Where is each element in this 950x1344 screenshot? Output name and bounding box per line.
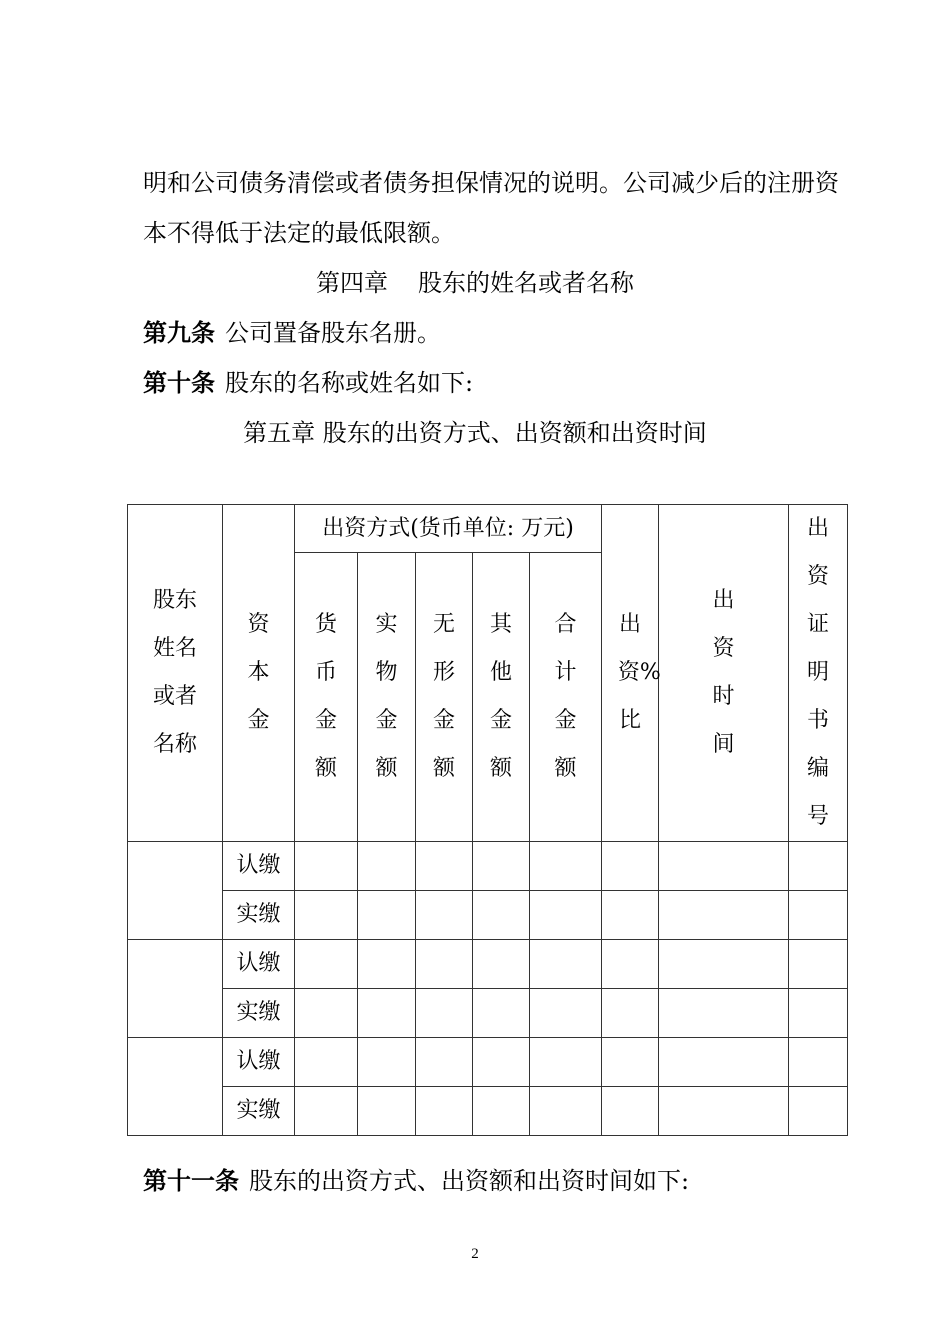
header-certificate-number: 出资证明书编号 (789, 505, 848, 842)
row-type-cell: 认缴 (223, 1038, 295, 1087)
header-currency-amount: 货币金额 (295, 553, 358, 842)
table-row (128, 989, 848, 1038)
table-row (128, 891, 848, 940)
article-9-text: 公司置备股东名册。 (225, 319, 441, 347)
row-type-cell: 实缴 (223, 1087, 295, 1136)
article-10-label: 第十条 (143, 369, 215, 397)
shareholder-name-cell[interactable] (128, 940, 223, 1038)
header-total-amount: 合计金额 (530, 553, 602, 842)
shareholder-name-cell[interactable] (128, 842, 223, 940)
header-intangible-amount: 无形金额 (416, 553, 473, 842)
table-row (128, 1038, 848, 1087)
paragraph-line-2: 本不得低于法定的最低限额。 (143, 219, 455, 247)
header-contribution-method: 出资方式(货币单位: 万元) (295, 505, 602, 553)
chapter-4-heading (0, 268, 950, 298)
row-type-cell: 认缴 (223, 940, 295, 989)
page-number: 2 (471, 1246, 479, 1262)
shareholder-name-cell[interactable] (128, 1038, 223, 1136)
article-11-label: 第十一条 (143, 1167, 239, 1195)
header-contribution-time: 出资时间 (659, 505, 789, 842)
article-10 (143, 368, 473, 398)
row-type-cell: 认缴 (223, 842, 295, 891)
header-other-amount: 其他金额 (473, 553, 530, 842)
chapter-4-number: 第四章 (316, 269, 388, 297)
table-row (128, 940, 848, 989)
article-10-text: 股东的名称或姓名如下: (225, 369, 474, 397)
chapter-5-heading: 第五章 股东的出资方式、出资额和出资时间 (243, 419, 707, 447)
header-physical-amount: 实物金额 (358, 553, 416, 842)
paragraph-line-1: 明和公司债务清偿或者债务担保情况的说明。公司减少后的注册资 (143, 169, 839, 197)
row-type-cell: 实缴 (223, 989, 295, 1038)
article-11 (143, 1166, 689, 1196)
article-9 (143, 318, 441, 348)
row-type-cell: 实缴 (223, 891, 295, 940)
table-row (128, 1087, 848, 1136)
shareholder-contribution-table (127, 504, 848, 1136)
table-row (128, 842, 848, 891)
chapter-4-title: 股东的姓名或者名称 (418, 269, 634, 297)
article-9-label: 第九条 (143, 319, 215, 347)
article-11-text: 股东的出资方式、出资额和出资时间如下: (249, 1167, 690, 1195)
header-capital: 资本金 (223, 505, 295, 842)
header-shareholder-name: 股东姓名或者名称 (128, 505, 223, 842)
header-contribution-ratio: 出资%比 (602, 505, 659, 842)
